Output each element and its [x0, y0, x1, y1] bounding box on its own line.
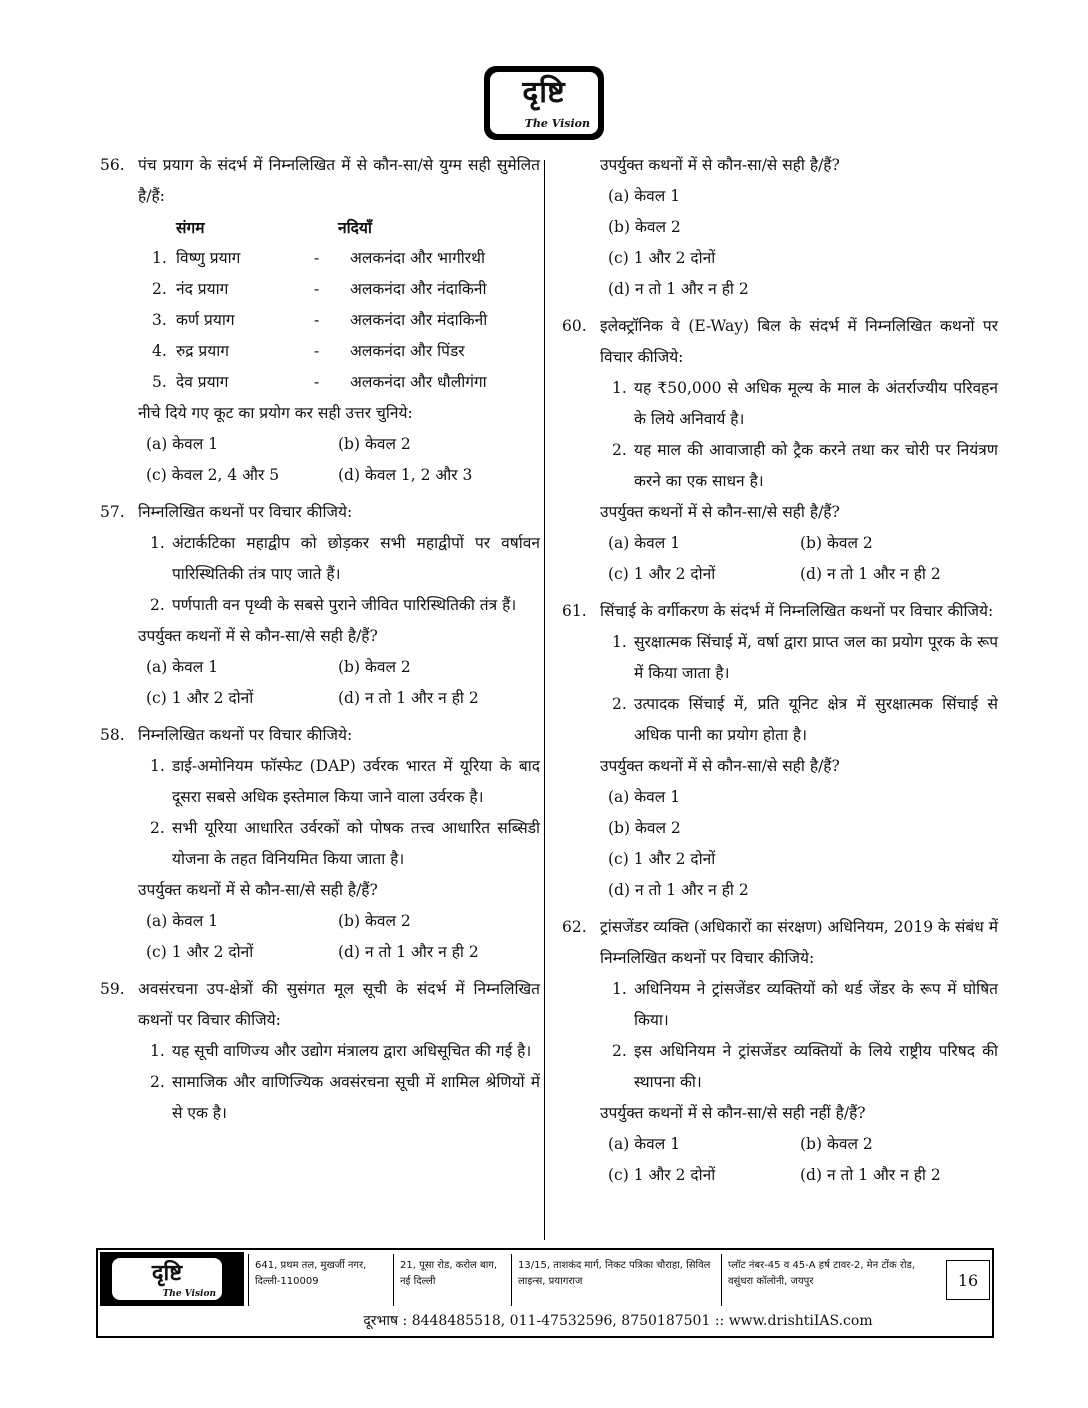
question-text: पंच प्रयाग के संदर्भ में निम्नलिखित में से कौन-सा/से युग्म सही सुमेलित है/हैं: [138, 156, 540, 205]
question-prompt: उपर्युक्त कथनों में से कौन-सा/से सही है/हैं? [600, 503, 840, 521]
option-b: (b) केवल 2 [608, 218, 681, 236]
statement-text: यह सूची वाणिज्य और उद्योग मंत्रालय द्वारा अधिसूचित की गई है। [172, 1042, 532, 1060]
option-b: (b) केवल 2 [338, 435, 411, 453]
match-table-header [100, 212, 540, 243]
option-a: (a) केवल 1 [608, 788, 681, 806]
right-column [562, 150, 998, 1191]
option-c: (c) 1 और 2 दोनों [608, 565, 716, 583]
question-56 [100, 150, 540, 491]
row-dash: - [314, 280, 320, 298]
option-a: (a) केवल 1 [608, 187, 681, 205]
statement-number: 2. [612, 441, 627, 459]
question-62 [562, 912, 998, 1191]
row-right: अलकनंदा और भागीरथी [350, 249, 486, 267]
statement-number: 2. [612, 695, 627, 713]
option-c: (c) 1 और 2 दोनों [608, 850, 716, 868]
statement-number: 1. [612, 379, 627, 397]
page-footer [96, 1248, 994, 1338]
question-number: 58. [100, 726, 125, 744]
statement-text: अधिनियम ने ट्रांसजेंडर व्यक्तियों को थर्ड जेंडर के रूप में घोषित किया। [634, 980, 998, 1029]
option-d: (d) न तो 1 और न ही 2 [800, 565, 941, 583]
statement-text: डाई-अमोनियम फॉस्फेट (DAP) उर्वरक भारत में यूरिया के बाद दूसरा सबसे अधिक इस्तेमाल किया जाने वाला उर्वरक है। [172, 757, 540, 806]
question-text: निम्नलिखित कथनों पर विचार कीजिये: [138, 726, 353, 744]
footer-logo-english: The Vision [162, 1289, 216, 1299]
statement-2 [100, 590, 540, 621]
question-text: इलेक्ट्रॉनिक वे (E-Way) बिल के संदर्भ में निम्नलिखित कथनों पर विचार कीजिये: [600, 317, 998, 366]
question-text: सिंचाई के वर्गीकरण के संदर्भ में निम्नलिखित कथनों पर विचार कीजिये: [600, 602, 994, 620]
question-prompt: उपर्युक्त कथनों में से कौन-सा/से सही नहीं है/हैं? [600, 1104, 866, 1122]
statement-number: 2. [150, 819, 165, 837]
row-right: अलकनंदा और धौलीगंगा [350, 373, 487, 391]
row-left: विष्णु प्रयाग [176, 249, 241, 267]
row-number: 5. [152, 373, 167, 391]
statement-number: 2. [150, 1073, 165, 1091]
statement-text: इस अधिनियम ने ट्रांसजेंडर व्यक्तियों के लिये राष्ट्रीय परिषद की स्थापना की। [634, 1042, 998, 1091]
option-a: (a) केवल 1 [608, 1135, 681, 1153]
question-text: ट्रांसजेंडर व्यक्ति (अधिकारों का संरक्षण) अधिनियम, 2019 के संबंध में निम्नलिखित कथनों पर विचार कीजिये: [600, 918, 998, 967]
option-b: (b) केवल 2 [800, 1135, 873, 1153]
statement-text: सुरक्षात्मक सिंचाई में, वर्षा द्वारा प्राप्त जल का प्रयोग पूरक के रूप में किया जाता है। [634, 633, 998, 682]
statement-2 [562, 689, 998, 751]
statement-1 [100, 528, 540, 590]
row-dash: - [314, 249, 320, 267]
question-prompt: उपर्युक्त कथनों में से कौन-सा/से सही है/हैं? [600, 156, 840, 174]
statement-1 [562, 627, 998, 689]
statement-1 [100, 1036, 540, 1067]
question-number: 60. [562, 317, 587, 335]
statement-text: उत्पादक सिंचाई में, प्रति यूनिट क्षेत्र में सुरक्षात्मक सिंचाई से अधिक पानी का प्रयोग होता है। [634, 695, 998, 744]
question-number: 59. [100, 980, 125, 998]
statement-text: अंटार्कटिका महाद्वीप को छोड़कर सभी महाद्वीपों पर वर्षावन पारिस्थितिकी तंत्र पाए जाते हैं। [172, 534, 540, 583]
match-col-2: नदियाँ [338, 218, 372, 237]
statement-1 [562, 373, 998, 435]
row-left: देव प्रयाग [176, 373, 229, 391]
statement-2 [100, 813, 540, 875]
question-number: 61. [562, 602, 587, 620]
header-logo [484, 66, 604, 140]
address-prayagraj: 13/15, ताशकंद मार्ग, निकट पत्रिका चौराहा, सिविल लाइन्स, प्रयागराज [511, 1254, 721, 1306]
question-text: निम्नलिखित कथनों पर विचार कीजिये: [138, 503, 353, 521]
statement-text: यह ₹50,000 से अधिक मूल्य के माल के अंतर्राज्यीय परिवहन के लिये अनिवार्य है। [634, 379, 998, 428]
statement-number: 1. [612, 980, 627, 998]
option-d: (d) न तो 1 और न ही 2 [338, 689, 479, 707]
question-instruction: नीचे दिये गए कूट का प्रयोग कर सही उत्तर चुनिये: [138, 404, 413, 422]
question-number: 56. [100, 156, 125, 174]
option-d: (d) न तो 1 और न ही 2 [608, 881, 749, 899]
question-59 [100, 974, 540, 1129]
match-row [100, 243, 540, 274]
option-a: (a) केवल 1 [146, 912, 219, 930]
footer-logo [100, 1252, 244, 1306]
row-right: अलकनंदा और मंदाकिनी [350, 311, 488, 329]
row-number: 4. [152, 342, 167, 360]
statement-text: सामाजिक और वाणिज्यिक अवसंरचना सूची में शामिल श्रेणियों में से एक है। [172, 1073, 540, 1122]
option-d: (d) न तो 1 और न ही 2 [800, 1166, 941, 1184]
question-prompt: उपर्युक्त कथनों में से कौन-सा/से सही है/हैं? [600, 757, 840, 775]
footer-logo-hindi: दृष्टि [151, 1260, 183, 1286]
statement-text: पर्णपाती वन पृथ्वी के सबसे पुराने जीवित पारिस्थितिकी तंत्र हैं। [172, 596, 517, 614]
option-b: (b) केवल 2 [338, 912, 411, 930]
row-right: अलकनंदा और नंदाकिनी [350, 280, 487, 298]
match-row [100, 274, 540, 305]
question-prompt: उपर्युक्त कथनों में से कौन-सा/से सही है/हैं? [138, 627, 378, 645]
statement-2 [100, 1067, 540, 1129]
column-divider [544, 160, 545, 1240]
address-karol-bagh: 21, पूसा रोड, करोल बाग, नई दिल्ली [393, 1254, 511, 1306]
option-b: (b) केवल 2 [608, 819, 681, 837]
option-c: (c) 1 और 2 दोनों [608, 1166, 716, 1184]
row-number: 1. [152, 249, 167, 267]
match-row [100, 367, 540, 398]
row-right: अलकनंदा और पिंडर [350, 342, 465, 360]
question-number: 57. [100, 503, 125, 521]
question-text: अवसंरचना उप-क्षेत्रों की सुसंगत मूल सूची के संदर्भ में निम्नलिखित कथनों पर विचार कीजिये: [138, 980, 540, 1029]
statement-2 [562, 435, 998, 497]
question-prompt: उपर्युक्त कथनों में से कौन-सा/से सही है/हैं? [138, 881, 378, 899]
statement-number: 2. [150, 596, 165, 614]
option-c: (c) केवल 2, 4 और 5 [146, 466, 280, 484]
statement-number: 1. [612, 633, 627, 651]
contact-line: दूरभाष : 8448485518, 011-47532596, 8750187501 :: www.drishtiIAS.com [363, 1313, 873, 1329]
row-dash: - [314, 342, 320, 360]
match-row [100, 305, 540, 336]
row-number: 2. [152, 280, 167, 298]
match-col-1: संगम [176, 218, 205, 237]
option-c: (c) 1 और 2 दोनों [608, 249, 716, 267]
address-mukherjee-nagar: 641, प्रथम तल, मुखर्जी नगर, दिल्ली-110009 [248, 1254, 393, 1306]
statement-text: सभी यूरिया आधारित उर्वरकों को पोषक तत्त्व आधारित सब्सिडी योजना के तहत विनियमित किया जाता है। [172, 819, 540, 868]
question-59-continued [562, 150, 998, 305]
statement-text: यह माल की आवाजाही को ट्रैक करने तथा कर चोरी पर नियंत्रण करने का एक साधन है। [634, 441, 998, 490]
option-c: (c) 1 और 2 दोनों [146, 943, 254, 961]
option-b: (b) केवल 2 [800, 534, 873, 552]
question-60 [562, 311, 998, 590]
row-left: नंद प्रयाग [176, 280, 229, 298]
statement-2 [562, 1036, 998, 1098]
page-number: 16 [946, 1260, 990, 1300]
option-c: (c) 1 और 2 दोनों [146, 689, 254, 707]
option-a: (a) केवल 1 [146, 658, 219, 676]
left-column [100, 150, 540, 1129]
question-number: 62. [562, 918, 587, 936]
row-left: रुद्र प्रयाग [176, 342, 229, 360]
row-dash: - [314, 311, 320, 329]
match-row [100, 336, 540, 367]
option-d: (d) केवल 1, 2 और 3 [338, 466, 473, 484]
option-a: (a) केवल 1 [608, 534, 681, 552]
logo-english-text: The Vision [524, 117, 590, 130]
option-b: (b) केवल 2 [338, 658, 411, 676]
option-a: (a) केवल 1 [146, 435, 219, 453]
row-left: कर्ण प्रयाग [176, 311, 235, 329]
row-dash: - [314, 373, 320, 391]
address-jaipur: प्लॉट नंबर-45 व 45-A हर्ष टावर-2, मेन टोंक रोड, वसुंधरा कॉलोनी, जयपुर [721, 1254, 931, 1306]
statement-number: 2. [612, 1042, 627, 1060]
statement-number: 1. [150, 534, 165, 552]
row-number: 3. [152, 311, 167, 329]
question-57 [100, 497, 540, 714]
option-d: (d) न तो 1 और न ही 2 [338, 943, 479, 961]
logo-hindi-text: दृष्टि [522, 75, 566, 110]
statement-1 [562, 974, 998, 1036]
statement-1 [100, 751, 540, 813]
question-58 [100, 720, 540, 968]
statement-number: 1. [150, 757, 165, 775]
question-61 [562, 596, 998, 906]
statement-number: 1. [150, 1042, 165, 1060]
option-d: (d) न तो 1 और न ही 2 [608, 280, 749, 298]
